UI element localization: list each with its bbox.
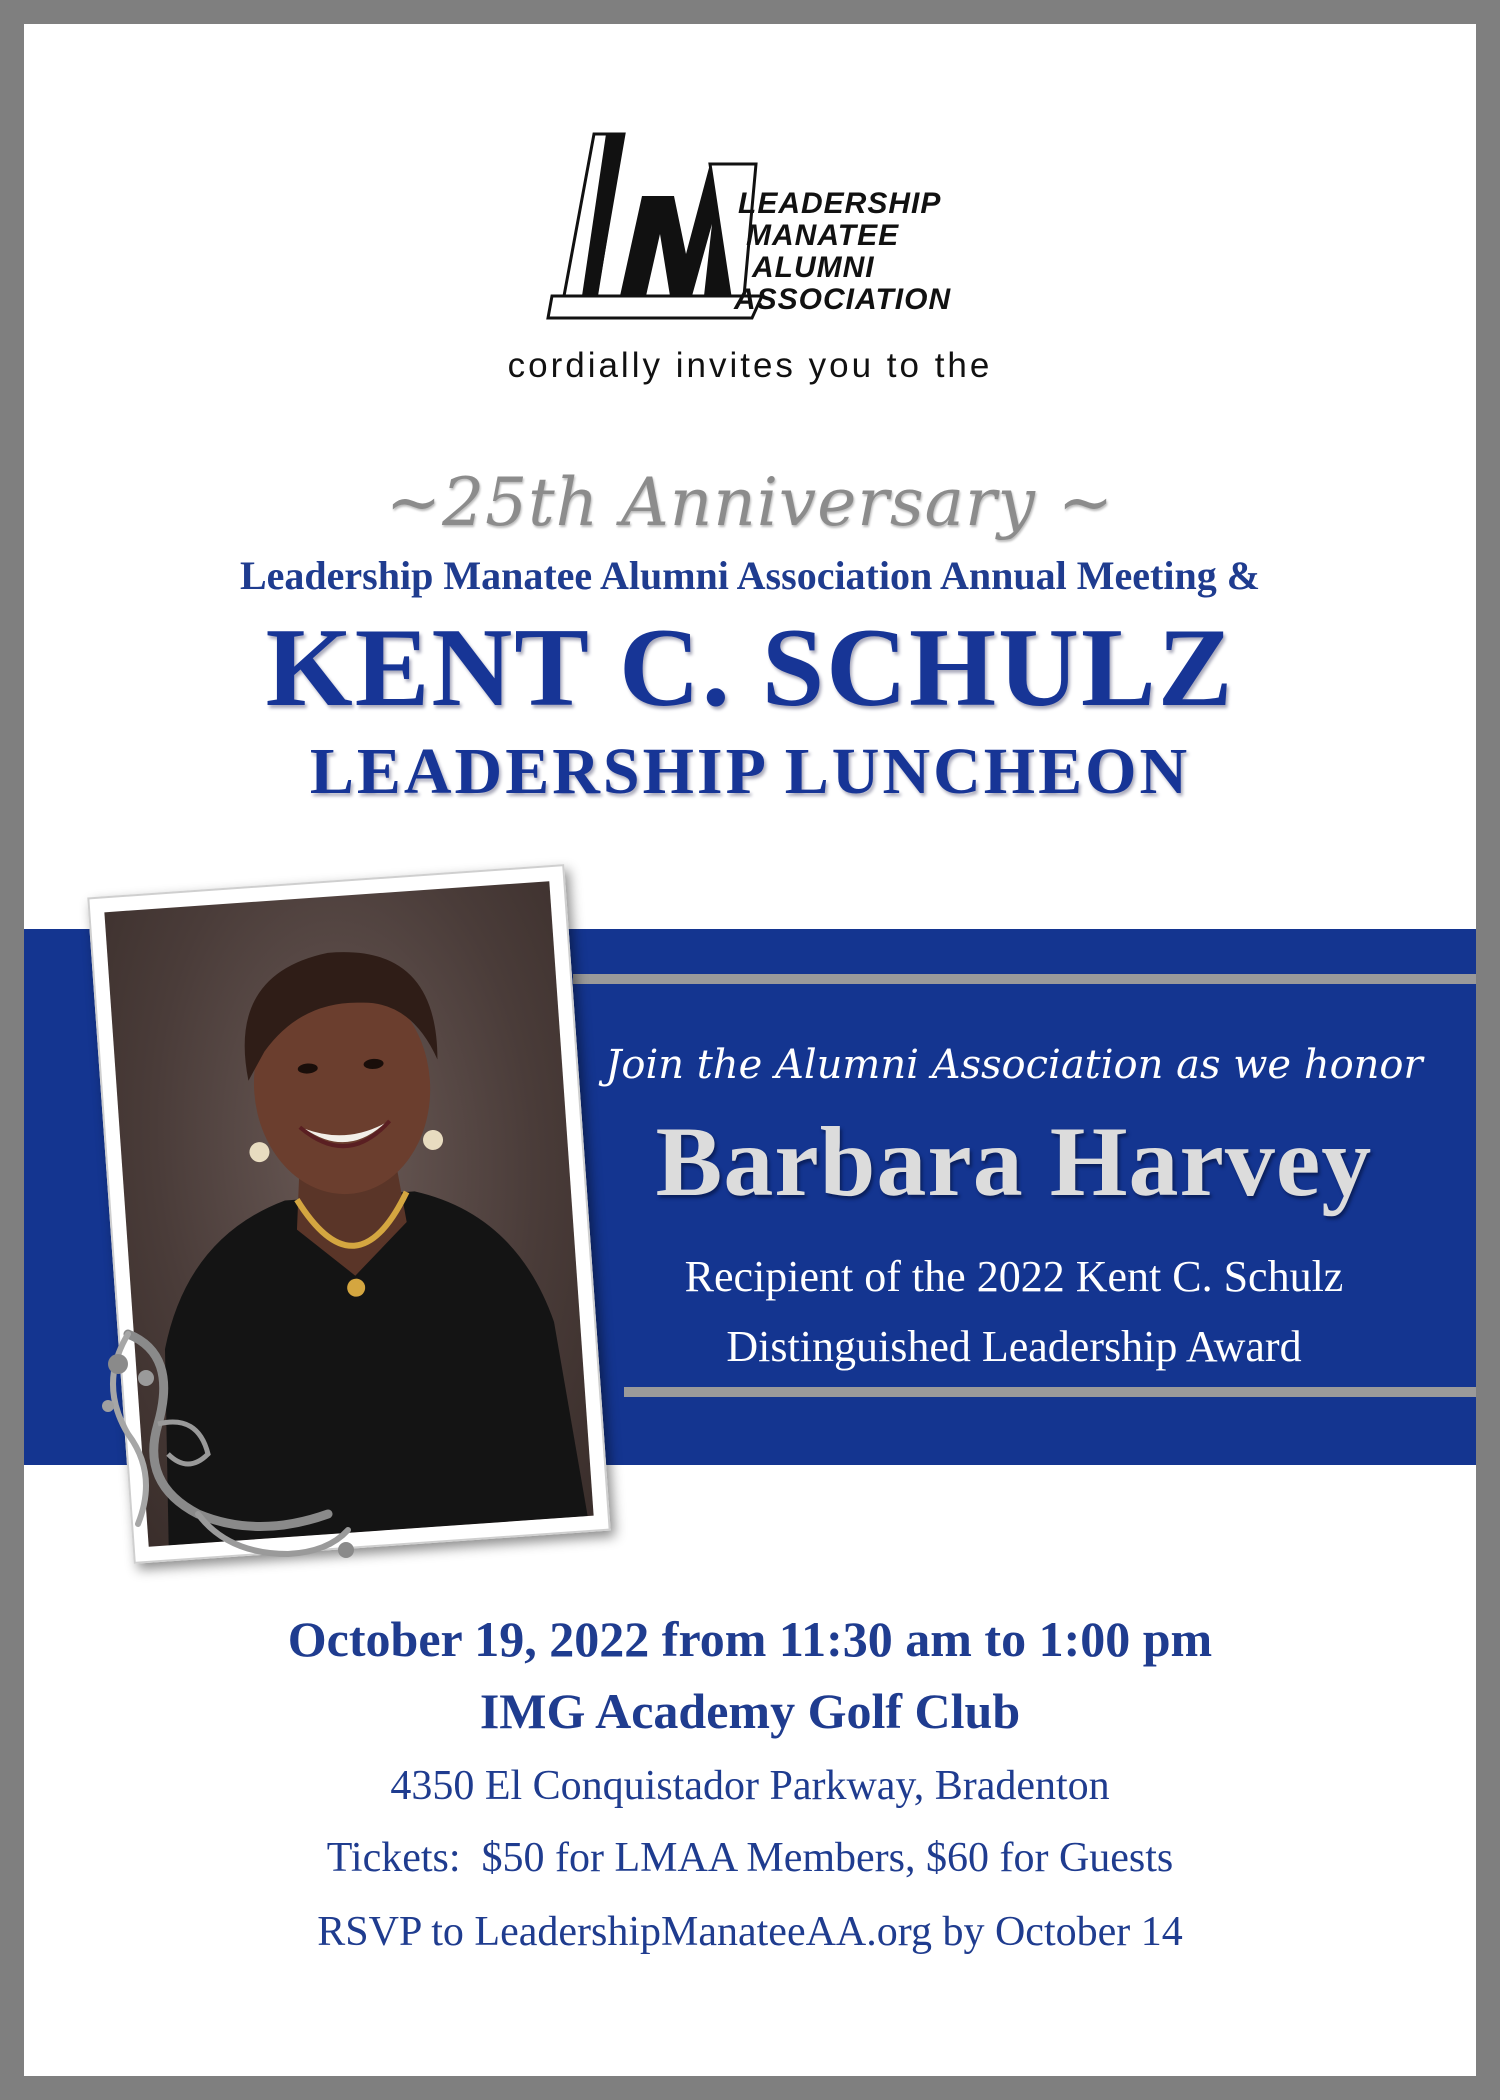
event-title: KENT C. SCHULZ bbox=[265, 606, 1235, 730]
award-line-1: Recipient of the 2022 Kent C. Schulz bbox=[684, 1252, 1344, 1301]
logo-text-line-2: MANATEE bbox=[746, 219, 900, 252]
event-venue: IMG Academy Golf Club bbox=[479, 1683, 1021, 1739]
ticket-prices: Tickets: $50 for LMAA Members, $60 for Guests bbox=[326, 1835, 1174, 1881]
logo-text-line-4: ASSOCIATION bbox=[734, 283, 952, 316]
event-date-time: October 19, 2022 from 11:30 am to 1:00 pm bbox=[287, 1611, 1213, 1667]
event-title-line-2: LEADERSHIP LUNCHEON bbox=[309, 735, 1191, 808]
banner-bottom-rule bbox=[624, 1387, 1476, 1397]
award-line-2: Distinguished Leadership Award bbox=[726, 1322, 1302, 1371]
rsvp-info: RSVP to LeadershipManateeAA.org by October 14 bbox=[317, 1909, 1183, 1955]
event-address: 4350 El Conquistador Parkway, Bradenton bbox=[390, 1763, 1110, 1809]
logo-text-line-1: LEADERSHIP bbox=[738, 187, 942, 220]
honor-intro-text: Join the Alumni Association as we honor bbox=[605, 1042, 1423, 1088]
honoree-name: Barbara Harvey bbox=[655, 1106, 1373, 1217]
lmaa-logo bbox=[524, 104, 1024, 334]
invitation-page bbox=[24, 24, 1476, 2076]
decorative-flourish-icon bbox=[88, 1314, 378, 1574]
event-subtitle: Leadership Manatee Alumni Association Annual Meeting & bbox=[239, 553, 1261, 598]
banner-top-rule bbox=[573, 974, 1476, 984]
logo-text-line-3: ALUMNI bbox=[752, 251, 875, 284]
invite-line: cordially invites you to the bbox=[507, 346, 993, 385]
anniversary-heading: ~25th Anniversary ~ bbox=[385, 464, 1115, 541]
